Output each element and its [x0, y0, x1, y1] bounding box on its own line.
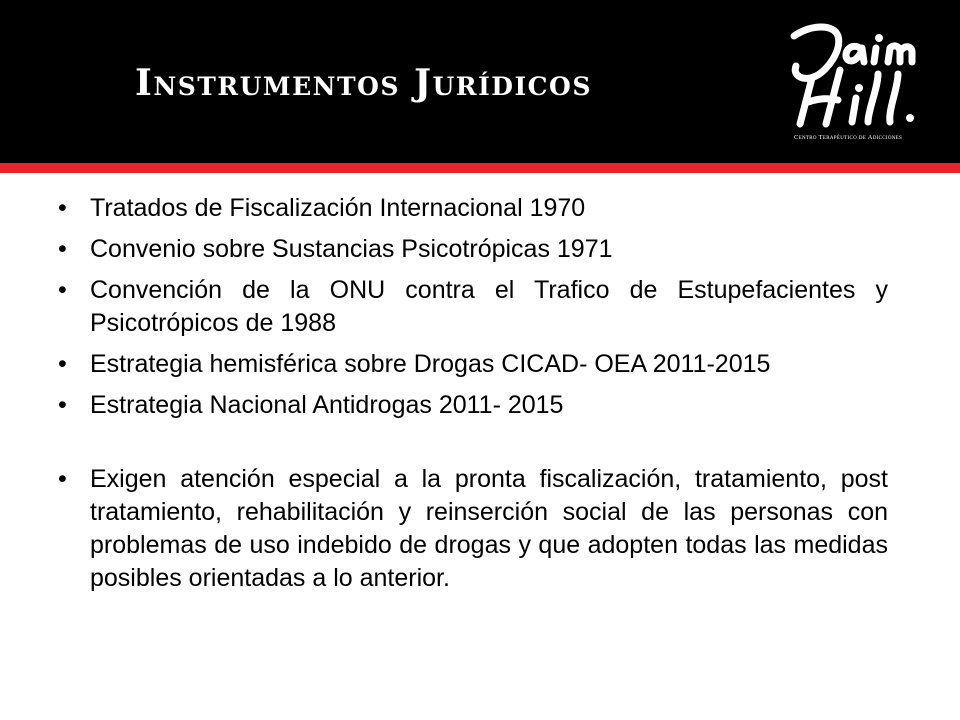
bullet-item: • Estrategia Nacional Antidrogas 2011- 2015 [58, 389, 888, 422]
bullet-item: • Exigen atención especial a la pronta fiscalización, tratamiento, post tratamiento, rehabilitación y reinserción social de las personas con problemas de uso indebido de drogas y que adopten todas las medidas posibles orientadas a lo anterior. [58, 463, 888, 595]
accent-bar [0, 163, 960, 173]
jaim-hill-logo [782, 18, 942, 148]
logo-caption: Centro Terapéutico de Adicciones [794, 134, 903, 141]
bullet-item: • Tratados de Fiscalización Internacional 1970 [58, 192, 888, 225]
bullet-item: • Estrategia hemisférica sobre Drogas CICAD- OEA 2011-2015 [58, 348, 888, 381]
bullet-list [58, 192, 888, 595]
slide-title: Instrumentos Jurídicos [135, 62, 592, 104]
bullet-item: • Convención de la ONU contra el Trafico de Estupefacientes y Psicotrópicos de 1988 [58, 274, 888, 340]
bullet-item: • Convenio sobre Sustancias Psicotrópicas 1971 [58, 233, 888, 266]
logo-script-mark [782, 18, 942, 133]
